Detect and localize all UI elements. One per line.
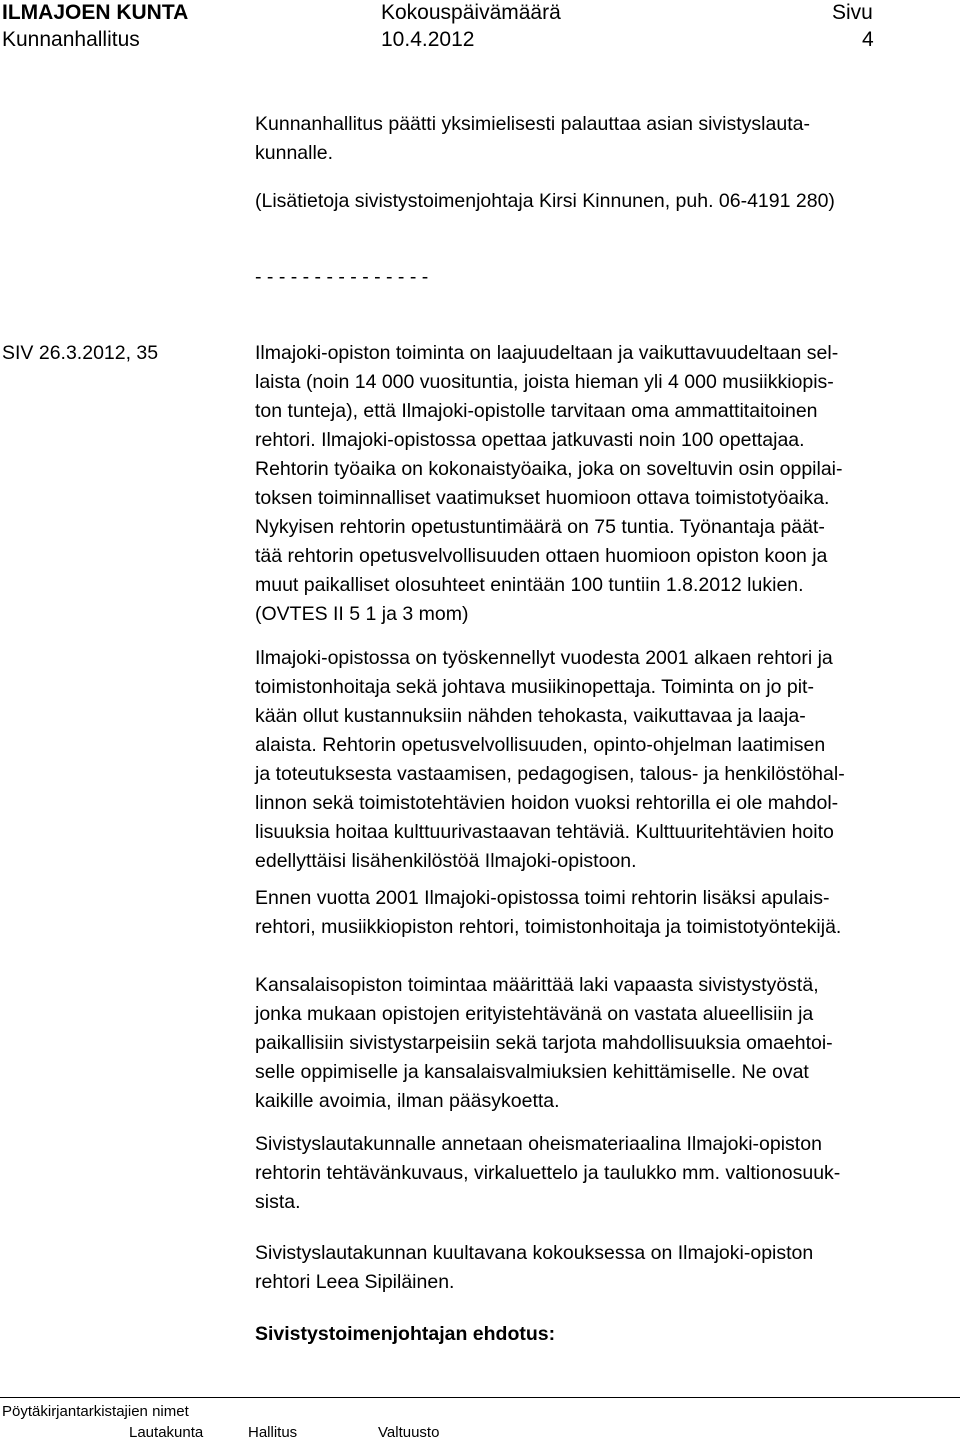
date-label: Kokouspäivämäärä <box>381 1 561 24</box>
footer-col-lautakunta: Lautakunta <box>129 1424 204 1441</box>
text-line: muut paikalliset olosuhteet enintään 100 tuntiin 1.8.2012 lukien. <box>255 574 804 596</box>
text-line: tää rehtorin opetusvelvollisuuden ottaen huomioon opiston koon ja <box>255 545 828 567</box>
page-number: 4 <box>862 28 874 51</box>
text-line: Ilmajoki-opistossa on työskennellyt vuodesta 2001 alkaen rehtori ja <box>255 647 833 669</box>
paragraph-6 <box>255 1239 813 1297</box>
text-line: rehtorin tehtävänkuvaus, virkaluettelo ja taulukko mm. valtionosuuk- <box>255 1162 841 1184</box>
text-line: rehtori Leea Sipiläinen. <box>255 1271 455 1293</box>
text-line: Kansalaisopiston toimintaa määrittää laki vapaasta sivistystyöstä, <box>255 974 819 996</box>
text-line: jonka mukaan opistojen erityistehtävänä on vastata alueellisiin ja <box>255 1003 814 1025</box>
text-line: Rehtorin työaika on kokonaistyöaika, joka on soveltuvin osin oppilai- <box>255 458 843 480</box>
text-line: lisuuksia hoitaa kulttuurivastaavan tehtäviä. Kulttuuritehtävien hoito <box>255 821 834 843</box>
proposal-heading: Sivistystoimenjohtajan ehdotus: <box>255 1323 556 1345</box>
paragraph-2 <box>255 644 845 876</box>
footer-label: Pöytäkirjantarkistajien nimet <box>2 1403 189 1420</box>
footer-col-valtuusto: Valtuusto <box>378 1424 440 1441</box>
text-line: edellyttäisi lisähenkilöstöä Ilmajoki-opistoon. <box>255 850 637 872</box>
previous-decision <box>255 110 810 168</box>
separator-dashes: - - - - - - - - - - - - - - - <box>255 266 429 288</box>
text-line: kunnalle. <box>255 142 334 164</box>
text-line: sista. <box>255 1191 301 1213</box>
footer-divider <box>0 1397 960 1398</box>
text-line: selle oppimiselle ja kansalaisvalmiuksien kehittämiselle. Ne ovat <box>255 1061 809 1083</box>
text-line: (OVTES II 5 1 ja 3 mom) <box>255 603 469 625</box>
paragraph-3 <box>255 884 841 942</box>
text-line: paikallisiin sivistystarpeisiin sekä tarjota mahdollisuuksia omaehtoi- <box>255 1032 833 1054</box>
text-line: laista (noin 14 000 vuosituntia, joista hieman yli 4 000 musiikkiopis- <box>255 371 834 393</box>
footer-col-hallitus: Hallitus <box>248 1424 298 1441</box>
paragraph-1 <box>255 339 843 629</box>
text-line: rehtori. Ilmajoki-opistossa opettaa jatkuvasti noin 100 opettajaa. <box>255 429 805 451</box>
paragraph-5 <box>255 1130 840 1217</box>
text-line: Kunnanhallitus päätti yksimielisesti palauttaa asian sivistyslauta- <box>255 113 810 135</box>
text-line: ton tunteja), että Ilmajoki-opistolle tarvitaan oma ammattitaitoinen <box>255 400 818 422</box>
paragraph-4 <box>255 971 833 1116</box>
item-reference: SIV 26.3.2012, 35 <box>2 342 159 364</box>
text-line: kaikille avoimia, ilman pääsykoetta. <box>255 1090 560 1112</box>
text-line: alaista. Rehtorin opetusvelvollisuuden, opinto-ohjelman laatimisen <box>255 734 826 756</box>
text-line: kään ollut kustannuksiin nähden tehokasta, vaikuttavaa ja laaja- <box>255 705 806 727</box>
text-line: toksen toiminnalliset vaatimukset huomioon ottava toimistotyöaika. <box>255 487 830 509</box>
text-line: Nykyisen rehtorin opetustuntimäärä on 75 tuntia. Työnantaja päät- <box>255 516 825 538</box>
text-line: rehtori, musiikkiopiston rehtori, toimistonhoitaja ja toimistotyöntekijä. <box>255 916 842 938</box>
page-label: Sivu <box>832 1 873 24</box>
text-line: Ennen vuotta 2001 Ilmajoki-opistossa toimi rehtorin lisäksi apulais- <box>255 887 830 909</box>
body-name: Kunnanhallitus <box>2 28 140 51</box>
text-line: ja toteutuksesta vastaamisen, pedagogisen, talous- ja henkilöstöhal- <box>255 763 845 785</box>
text-line: Sivistyslautakunnan kuultavana kokouksessa on Ilmajoki-opiston <box>255 1242 814 1264</box>
text-line: linnon sekä toimistotehtävien hoidon vuoksi rehtorilla ei ole mahdol- <box>255 792 839 814</box>
text-line: Sivistyslautakunnalle annetaan oheismateriaalina Ilmajoki-opiston <box>255 1133 822 1155</box>
text-line: Ilmajoki-opiston toiminta on laajuudeltaan ja vaikuttavuudeltaan sel- <box>255 342 839 364</box>
text-line: toimistonhoitaja sekä johtava musiikinopettaja. Toiminta on jo pit- <box>255 676 814 698</box>
meeting-date: 10.4.2012 <box>381 28 475 51</box>
org-name: ILMAJOEN KUNTA <box>2 1 189 24</box>
contact-info: (Lisätietoja sivistystoimenjohtaja Kirsi Kinnunen, puh. 06-4191 280) <box>255 190 835 212</box>
